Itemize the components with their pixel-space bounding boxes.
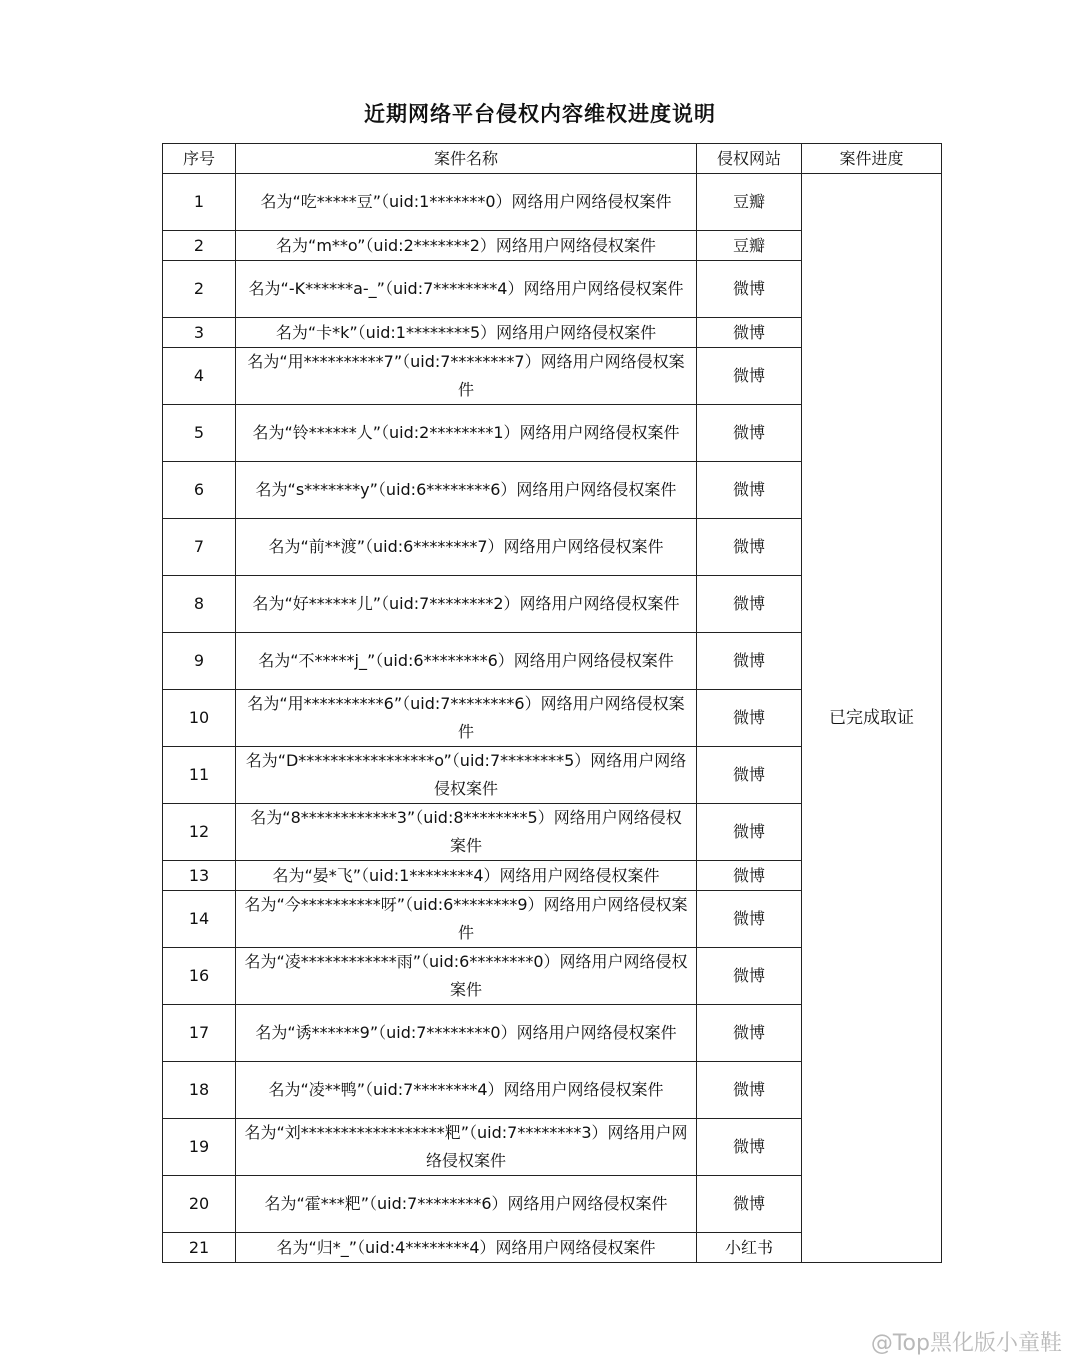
- case-name: 名为“刘******************粑”（uid:7********3）网络用户网络侵权案件: [236, 1119, 697, 1176]
- case-no: 18: [163, 1062, 236, 1119]
- case-no: 1: [163, 174, 236, 231]
- case-progress: 已完成取证: [802, 174, 942, 1263]
- table-body: [163, 174, 942, 1263]
- case-name: 名为“卡*k”（uid:1********5）网络用户网络侵权案件: [236, 318, 697, 348]
- header-no: 序号: [163, 144, 236, 174]
- case-no: 8: [163, 576, 236, 633]
- document-title: 近期网络平台侵权内容维权进度说明: [364, 102, 716, 126]
- header-progress: 案件进度: [802, 144, 942, 174]
- case-no: 3: [163, 318, 236, 348]
- header-case-name: 案件名称: [236, 144, 697, 174]
- case-site: 微博: [697, 633, 802, 690]
- case-site: 微博: [697, 405, 802, 462]
- case-site: 微博: [697, 261, 802, 318]
- case-name: 名为“不*****j_”（uid:6********6）网络用户网络侵权案件: [236, 633, 697, 690]
- case-no: 14: [163, 891, 236, 948]
- case-site: 豆瓣: [697, 231, 802, 261]
- case-name: 名为“-K******a-_”（uid:7********4）网络用户网络侵权案件: [236, 261, 697, 318]
- case-no: 12: [163, 804, 236, 861]
- case-site: 微博: [697, 747, 802, 804]
- case-name: 名为“凌**鸭”（uid:7********4）网络用户网络侵权案件: [236, 1062, 697, 1119]
- case-site: 微博: [697, 318, 802, 348]
- case-site: 微博: [697, 1062, 802, 1119]
- case-site: 微博: [697, 519, 802, 576]
- case-no: 2: [163, 231, 236, 261]
- case-name: 名为“吃*****豆”（uid:1*******0）网络用户网络侵权案件: [236, 174, 697, 231]
- case-site: 微博: [697, 861, 802, 891]
- case-name: 名为“8************3”（uid:8********5）网络用户网络侵权案件: [236, 804, 697, 861]
- watermark: @Top黑化版小童鞋: [870, 1331, 1062, 1356]
- table-row: [163, 174, 942, 231]
- case-site: 微博: [697, 891, 802, 948]
- case-name: 名为“D*****************o”（uid:7********5）网络用户网络侵权案件: [236, 747, 697, 804]
- case-name: 名为“归*_”（uid:4********4）网络用户网络侵权案件: [236, 1233, 697, 1263]
- case-site: 微博: [697, 690, 802, 747]
- case-site: 微博: [697, 462, 802, 519]
- table-header-row: [163, 144, 942, 174]
- case-site: 微博: [697, 948, 802, 1005]
- case-name: 名为“好******儿”（uid:7********2）网络用户网络侵权案件: [236, 576, 697, 633]
- case-no: 21: [163, 1233, 236, 1263]
- case-name: 名为“霍***粑”（uid:7********6）网络用户网络侵权案件: [236, 1176, 697, 1233]
- case-site: 微博: [697, 804, 802, 861]
- case-name: 名为“前**渡”（uid:6********7）网络用户网络侵权案件: [236, 519, 697, 576]
- case-site: 微博: [697, 1005, 802, 1062]
- case-site: 微博: [697, 576, 802, 633]
- case-progress-table: [162, 143, 942, 1263]
- case-no: 5: [163, 405, 236, 462]
- case-no: 11: [163, 747, 236, 804]
- case-name: 名为“晏*飞”（uid:1********4）网络用户网络侵权案件: [236, 861, 697, 891]
- case-no: 16: [163, 948, 236, 1005]
- case-site: 小红书: [697, 1233, 802, 1263]
- case-no: 20: [163, 1176, 236, 1233]
- case-site: 微博: [697, 1176, 802, 1233]
- case-site: 豆瓣: [697, 174, 802, 231]
- case-name: 名为“凌************雨”（uid:6********0）网络用户网络侵权案件: [236, 948, 697, 1005]
- case-name: 名为“今**********呀”（uid:6********9）网络用户网络侵权案件: [236, 891, 697, 948]
- case-no: 4: [163, 348, 236, 405]
- case-no: 9: [163, 633, 236, 690]
- case-name: 名为“m**o”（uid:2*******2）网络用户网络侵权案件: [236, 231, 697, 261]
- case-no: 7: [163, 519, 236, 576]
- case-site: 微博: [697, 348, 802, 405]
- case-name: 名为“s*******y”（uid:6********6）网络用户网络侵权案件: [236, 462, 697, 519]
- case-no: 19: [163, 1119, 236, 1176]
- case-no: 10: [163, 690, 236, 747]
- case-no: 13: [163, 861, 236, 891]
- case-name: 名为“用**********6”（uid:7********6）网络用户网络侵权案件: [236, 690, 697, 747]
- case-name: 名为“铃******人”（uid:2********1）网络用户网络侵权案件: [236, 405, 697, 462]
- header-site: 侵权网站: [697, 144, 802, 174]
- case-no: 6: [163, 462, 236, 519]
- case-no: 2: [163, 261, 236, 318]
- case-no: 17: [163, 1005, 236, 1062]
- case-site: 微博: [697, 1119, 802, 1176]
- case-name: 名为“诱******9”（uid:7********0）网络用户网络侵权案件: [236, 1005, 697, 1062]
- case-name: 名为“用**********7”（uid:7********7）网络用户网络侵权案件: [236, 348, 697, 405]
